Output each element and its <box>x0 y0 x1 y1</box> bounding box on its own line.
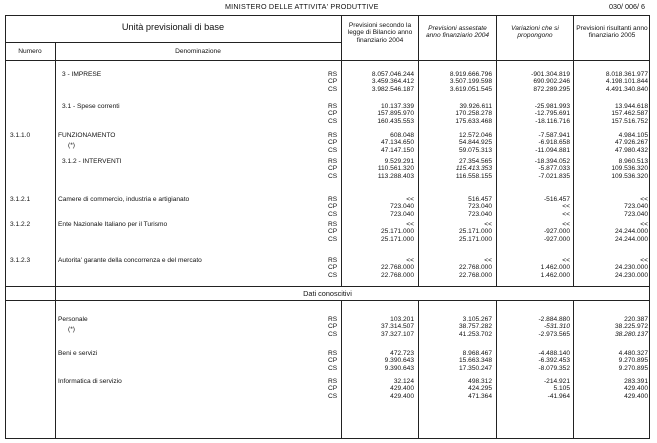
rule-header-bottom <box>5 60 650 61</box>
row-type-rs: RS <box>328 71 338 78</box>
row-denominazione: 3 - IMPRESE <box>62 71 102 78</box>
cell-cp-col4: 723.040 <box>624 203 648 211</box>
cell-rs-col2: 12.572.046 <box>458 132 492 139</box>
cell-rs-col1: 608.048 <box>390 132 414 139</box>
row-numero: 3.1.2.1 <box>10 196 31 203</box>
cell-cp-col4: 24.230.000 <box>614 264 648 272</box>
cell-cs-col2: 116.558.155 <box>455 172 492 180</box>
rule-dati-top <box>5 286 650 287</box>
row-type-cp: CP <box>328 78 338 86</box>
cell-cp-col1: 9.390.643 <box>384 357 414 365</box>
cell-cs-col3: 1.462.000 <box>540 271 570 279</box>
cell-cp-col4: 9.270.895 <box>618 357 648 365</box>
cell-rs-col3: << <box>562 221 570 228</box>
ministry-title: MINISTERO DELLE ATTIVITA' PRODUTTIVE <box>225 2 379 11</box>
cell-cp-col1: 429.400 <box>390 385 414 393</box>
cell-cp-col3: -927.000 <box>543 228 570 236</box>
cell-rs-col1: << <box>406 196 414 203</box>
cell-cp-col1: 25.171.000 <box>380 228 414 236</box>
cell-cp-col2: 22.768.000 <box>458 264 492 272</box>
row-type-cs: CS <box>328 85 338 93</box>
row-type-cs: CS <box>328 392 338 400</box>
cell-cp-col1: 723.040 <box>390 203 414 211</box>
cell-rs-col4: 13.944.618 <box>614 103 648 110</box>
cell-cs-col3: -8.079.352 <box>538 364 570 372</box>
row-type-cp: CP <box>328 139 338 147</box>
row-type-rs: RS <box>328 132 338 139</box>
col-rule-numero <box>55 42 56 439</box>
cell-cs-col1: 47.147.150 <box>380 146 414 154</box>
cell-cp-col4: 4.198.101.844 <box>605 78 648 86</box>
cell-rs-col1: 103.201 <box>390 316 414 323</box>
cell-cp-col3: 1.462.000 <box>540 264 570 272</box>
cell-rs-col2: 39.926.611 <box>459 103 492 110</box>
cell-rs-col4: 8.018.361.977 <box>605 71 648 78</box>
cell-cs-col1: 25.171.000 <box>380 235 414 243</box>
cell-cp-col3: 690.902.246 <box>533 78 570 86</box>
cell-rs-col3: -25.981.993 <box>534 103 570 110</box>
cell-rs-col4: 220.387 <box>624 316 648 323</box>
row-type-cs: CS <box>328 364 338 372</box>
cell-rs-col3: -7.587.941 <box>538 132 570 139</box>
cell-rs-col3: -18.394.052 <box>534 158 570 165</box>
row-type-cp: CP <box>328 357 338 365</box>
cell-cp-col4: 47.926.267 <box>614 139 648 147</box>
cell-cs-col4: 723.040 <box>624 210 648 218</box>
cell-cp-col2: 170.258.278 <box>455 110 492 118</box>
cell-rs-col2: 8.919.666.796 <box>449 71 492 78</box>
col-rule-risultanti <box>573 15 574 286</box>
cell-cs-col4: 157.516.752 <box>611 117 648 125</box>
rule-under-unita <box>5 42 341 43</box>
cell-cs-col2: 3.619.051.545 <box>449 85 492 93</box>
cell-cp-col3: -12.795.691 <box>534 110 570 118</box>
row-note: (*) <box>68 142 75 149</box>
row-type-cp: CP <box>328 110 338 118</box>
col-rule-risultanti-2 <box>573 300 574 439</box>
row-type-rs: RS <box>328 316 338 323</box>
row-type-cp: CP <box>328 165 338 173</box>
cell-cs-col1: 723.040 <box>390 210 414 218</box>
row-denominazione: 3.1.2 - INTERVENTI <box>62 158 122 165</box>
cell-rs-col4: << <box>640 196 648 203</box>
cell-rs-col2: 27.354.565 <box>458 158 492 165</box>
cell-cs-col1: 113.288.403 <box>377 172 414 180</box>
cell-rs-col1: 9.529.291 <box>384 158 414 165</box>
row-denominazione: Camere di commercio, industria e artigianato <box>58 196 190 203</box>
cell-cp-col4: 157.462.587 <box>611 110 648 118</box>
row-denominazione: Autorita' garante della concorrenza e del mercato <box>58 257 202 264</box>
row-type-cs: CS <box>328 235 338 243</box>
cell-cp-col3: 5.105 <box>553 385 570 393</box>
cell-cp-col4: 24.244.000 <box>614 228 648 236</box>
cell-rs-col3: << <box>562 257 570 264</box>
col-rule-variazioni <box>496 15 497 286</box>
section-dati-conoscitivi: Dati conoscitivi <box>303 289 352 298</box>
cell-cp-col3: -6.392.453 <box>538 357 570 365</box>
row-type-cs: CS <box>328 117 338 125</box>
cell-cp-col4: 38.225.972 <box>614 323 648 331</box>
row-denominazione: 3.1 - Spese correnti <box>62 103 120 110</box>
cell-cs-col1: 9.390.643 <box>384 364 414 372</box>
row-note: (*) <box>68 326 75 333</box>
cell-cp-col3: -5.877.033 <box>538 165 570 173</box>
cell-cs-col2: 471.364 <box>468 392 492 400</box>
cell-cs-col4: 429.400 <box>624 392 648 400</box>
cell-cp-col2: 15.663.348 <box>458 357 492 365</box>
row-type-cp: CP <box>328 228 338 236</box>
cell-cp-col2: 54.844.925 <box>458 139 492 147</box>
header-numero: Numero <box>18 48 42 55</box>
cell-cs-col1: 160.435.553 <box>377 117 414 125</box>
row-type-cp: CP <box>328 264 338 272</box>
cell-rs-col4: 4.480.327 <box>618 350 648 357</box>
row-type-cs: CS <box>328 146 338 154</box>
row-numero: 3.1.2.2 <box>10 221 31 228</box>
header-unita: Unità previsionali di base <box>121 22 225 32</box>
cell-cs-col4: 109.536.320 <box>611 172 648 180</box>
row-type-rs: RS <box>328 221 338 228</box>
rule-dati-bottom <box>5 300 650 301</box>
cell-rs-col1: << <box>406 257 414 264</box>
row-numero: 3.1.2.3 <box>10 257 31 264</box>
cell-cp-col2: 424.295 <box>468 385 492 393</box>
row-denominazione: Personale <box>58 316 88 323</box>
cell-cs-col4: 24.244.000 <box>614 235 648 243</box>
cell-cp-col3: -531.310 <box>543 323 570 331</box>
cell-cp-col2: 723.040 <box>468 203 492 211</box>
cell-cs-col3: 872.289.295 <box>533 85 570 93</box>
cell-cs-col1: 3.982.546.187 <box>371 85 414 93</box>
cell-cp-col1: 3.459.364.412 <box>371 78 414 86</box>
cell-cp-col1: 47.134.650 <box>380 139 414 147</box>
cell-cs-col2: 59.075.313 <box>458 146 492 154</box>
col-rule-bilancio <box>341 15 342 286</box>
cell-cp-col4: 109.536.320 <box>611 165 648 173</box>
cell-rs-col3: -4.488.140 <box>538 350 570 357</box>
cell-cp-col1: 22.768.000 <box>380 264 414 272</box>
row-numero: 3.1.1.0 <box>10 132 31 139</box>
header-prev-risultanti: Previsioni risultanti anno finanziario 2005 <box>576 25 648 40</box>
cell-cp-col2: 115.413.353 <box>455 165 492 173</box>
cell-rs-col1: 32.124 <box>393 378 414 385</box>
cell-cs-col2: 22.768.000 <box>458 271 492 279</box>
row-type-rs: RS <box>328 103 338 110</box>
cell-cp-col2: 3.507.199.598 <box>449 78 492 86</box>
cell-rs-col4: 4.984.105 <box>618 132 648 139</box>
row-type-cp: CP <box>328 385 338 393</box>
cell-cs-col3: -11.094.881 <box>535 146 570 154</box>
cell-cs-col2: 25.171.000 <box>458 235 492 243</box>
cell-cp-col2: 25.171.000 <box>458 228 492 236</box>
cell-cp-col1: 110.561.320 <box>377 165 414 173</box>
cell-rs-col1: 10.137.339 <box>380 103 414 110</box>
cell-cs-col4: 38.280.137 <box>614 330 648 338</box>
cell-rs-col2: 8.968.467 <box>462 350 492 357</box>
row-type-cs: CS <box>328 210 338 218</box>
page-number: 030/ 006/ 6 <box>609 2 645 11</box>
row-type-cp: CP <box>328 203 338 211</box>
cell-cs-col4: 4.491.340.840 <box>605 85 648 93</box>
cell-cs-col3: -18.116.716 <box>535 117 570 125</box>
cell-cs-col2: 41.253.702 <box>458 330 492 338</box>
cell-cs-col3: -41.964 <box>547 392 570 400</box>
cell-cs-col1: 22.768.000 <box>380 271 414 279</box>
cell-cp-col3: << <box>562 203 570 211</box>
row-type-rs: RS <box>328 350 338 357</box>
row-type-cs: CS <box>328 271 338 279</box>
cell-cp-col2: 38.757.282 <box>458 323 492 331</box>
col-rule-bilancio-2 <box>341 300 342 439</box>
col-rule-variazioni-2 <box>496 300 497 439</box>
row-type-cs: CS <box>328 330 338 338</box>
cell-cp-col1: 37.314.507 <box>380 323 414 331</box>
cell-cs-col3: -2.973.565 <box>538 330 570 338</box>
row-denominazione: FUNZIONAMENTO <box>58 132 116 139</box>
row-type-rs: RS <box>328 378 338 385</box>
cell-cp-col3: -6.918.658 <box>538 139 570 147</box>
cell-cp-col1: 157.895.970 <box>377 110 414 118</box>
cell-rs-col2: 516.457 <box>468 196 492 203</box>
cell-rs-col3: -214.921 <box>543 378 570 385</box>
col-rule-assestate-2 <box>418 300 419 439</box>
cell-rs-col1: 472.723 <box>390 350 414 357</box>
cell-rs-col2: 498.312 <box>468 378 492 385</box>
cell-rs-col2: << <box>484 221 492 228</box>
col-rule-assestate <box>418 15 419 286</box>
cell-rs-col2: 3.105.267 <box>462 316 492 323</box>
cell-cs-col3: -7.021.835 <box>538 172 570 180</box>
cell-rs-col3: -2.884.880 <box>538 316 570 323</box>
row-denominazione: Beni e servizi <box>58 350 98 357</box>
cell-cp-col4: 429.400 <box>624 385 648 393</box>
cell-cs-col3: -927.000 <box>543 235 570 243</box>
cell-cs-col4: 9.270.895 <box>618 364 648 372</box>
header-denominazione: Denominazione <box>175 48 221 55</box>
cell-cs-col2: 17.350.247 <box>458 364 492 372</box>
cell-rs-col3: -901.304.819 <box>531 71 570 78</box>
row-type-cs: CS <box>328 172 338 180</box>
row-type-rs: RS <box>328 257 338 264</box>
cell-rs-col2: << <box>484 257 492 264</box>
cell-cs-col3: << <box>562 210 570 218</box>
cell-rs-col1: 8.057.046.244 <box>371 71 414 78</box>
cell-cs-col2: 723.040 <box>468 210 492 218</box>
header-prev-assestate: Previsioni assestate anno finanziario 2004 <box>425 25 490 40</box>
row-type-cp: CP <box>328 323 338 331</box>
cell-cs-col4: 47.980.432 <box>614 146 648 154</box>
cell-cs-col4: 24.230.000 <box>614 271 648 279</box>
cell-rs-col4: << <box>640 221 648 228</box>
header-prev-bilancio: Previsioni secondo la legge di Bilancio anno finanziario 2004 <box>347 22 413 44</box>
row-denominazione: Informatica di servizio <box>58 378 122 385</box>
cell-rs-col4: 8.960.513 <box>618 158 648 165</box>
cell-cs-col1: 429.400 <box>390 392 414 400</box>
row-denominazione: Ente Nazionale Italiano per il Turismo <box>58 221 168 228</box>
cell-cs-col1: 37.327.107 <box>380 330 414 338</box>
cell-rs-col1: << <box>406 221 414 228</box>
row-type-rs: RS <box>328 158 338 165</box>
cell-rs-col4: 283.391 <box>624 378 648 385</box>
cell-cs-col2: 175.633.468 <box>455 117 492 125</box>
header-variazioni: Variazioni che si propongono <box>511 25 559 40</box>
row-type-rs: RS <box>328 196 338 203</box>
cell-rs-col4: << <box>640 257 648 264</box>
cell-rs-col3: -516.457 <box>543 196 570 203</box>
